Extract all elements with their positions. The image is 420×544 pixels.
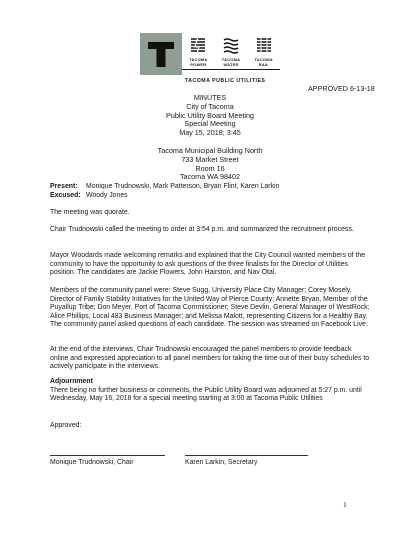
excused-row <box>50 192 370 201</box>
logo-divider <box>182 69 280 70</box>
chair-signature-line <box>50 455 165 456</box>
adjournment-text: There being no further business or comments, the Public Utility Board was adjourned at 5:27 p.m. until Wednesday, May 16, 2018 for a special meeting starting at 3:00 at Tacoma Public Utilities <box>50 386 362 403</box>
approved-label: Approved: <box>50 422 82 429</box>
secretary-signature-name: Karen Larkin, Secretary <box>185 459 258 466</box>
tacoma-public-utilities-logo <box>140 33 280 75</box>
location-line: 733 Market Street <box>181 154 239 164</box>
page-number: 1 <box>343 500 347 509</box>
attendance <box>50 183 370 200</box>
quorum-paragraph: The meeting was quorate. <box>50 209 130 216</box>
logo-water-line2: WATER <box>223 61 239 67</box>
logo-power-line2: POWER <box>190 61 207 67</box>
location-line: Tacoma WA 98402 <box>179 172 241 182</box>
excused-label: Excused: <box>50 191 81 199</box>
panel-paragraph: Members of the community panel were: Steve Sugg, University Place City Manager; Corey Mosely, Director of Family Stability Initiatives for the United Way of Pierce County; Annette Bryan, Member of the Puyallup Tribe; Don Meyer, Port of Tacoma Commissioner; Steve Devlin, General Manager of WestRock; Alice Phillips, Local 483 Business Manager; and Melissa Malott, representing Citizens for a Healthy Bay. The community panel asked questions of each candidate. The session was streamed on Facebook Live. <box>50 287 370 329</box>
welcome-paragraph: Mayor Woodards made welcoming remarks and explained that the City Council wanted members of the community to have the opportunity to ask questions of the three finalists for the Director of Utilities position. The candidates are Jackie Flowers, John Hairston, and Nav Otal. <box>50 252 366 277</box>
adjournment-heading: Adjournment <box>50 378 93 385</box>
present-label: Present: <box>50 183 78 190</box>
heading-line: Public Utility Board Meeting <box>166 110 254 120</box>
chair-signature-name: Monique Trudnowski, Chair <box>50 459 134 466</box>
logo-t-mark <box>140 33 182 75</box>
present-value: Monique Trudnowski, Mark Patterson, Bryan Flint, Karen Larkin <box>86 183 280 190</box>
water-waves-icon <box>222 36 240 58</box>
logo-water-line1: TACOMA <box>221 57 241 62</box>
heading-line: May 15, 2018; 3:45 <box>179 128 241 138</box>
logo-rail-line1: TACOMA <box>254 57 273 62</box>
call-to-order-paragraph: Chair Trudnowski called the meeting to order at 3:54 p.m. and summarized the recruitment process. <box>50 226 354 233</box>
interviews-end-paragraph: At the end of the interviews, Chair Trudnowski encouraged the panel members to provide feedback online and expressed appreciation to all panel members for taking the time out of their busy schedules to actively participate in the interviews. <box>50 346 370 371</box>
heading-line: City of Tacoma <box>186 101 234 111</box>
excused-value: Woody Jones <box>86 191 128 199</box>
location-line: Tacoma Municipal Building North <box>157 146 263 155</box>
location-line: Room 16 <box>195 163 225 173</box>
logo-subtitle: TACOMA PUBLIC UTILITIES <box>185 78 266 84</box>
minutes-heading <box>0 94 420 138</box>
meeting-location <box>0 147 420 182</box>
rail-tracks-icon <box>255 36 273 58</box>
secretary-signature-line <box>185 455 308 456</box>
logo-power-line1: TACOMA <box>189 57 208 62</box>
approval-stamp: APPROVED 6-13-18 <box>308 84 375 93</box>
power-lines-icon <box>189 36 207 58</box>
present-row <box>50 183 370 192</box>
heading-line: Special Meeting <box>184 119 236 129</box>
heading-line: MINUTES <box>193 93 227 102</box>
adjournment-section <box>50 378 370 404</box>
logo-rail-line2: RAIL <box>258 61 269 67</box>
